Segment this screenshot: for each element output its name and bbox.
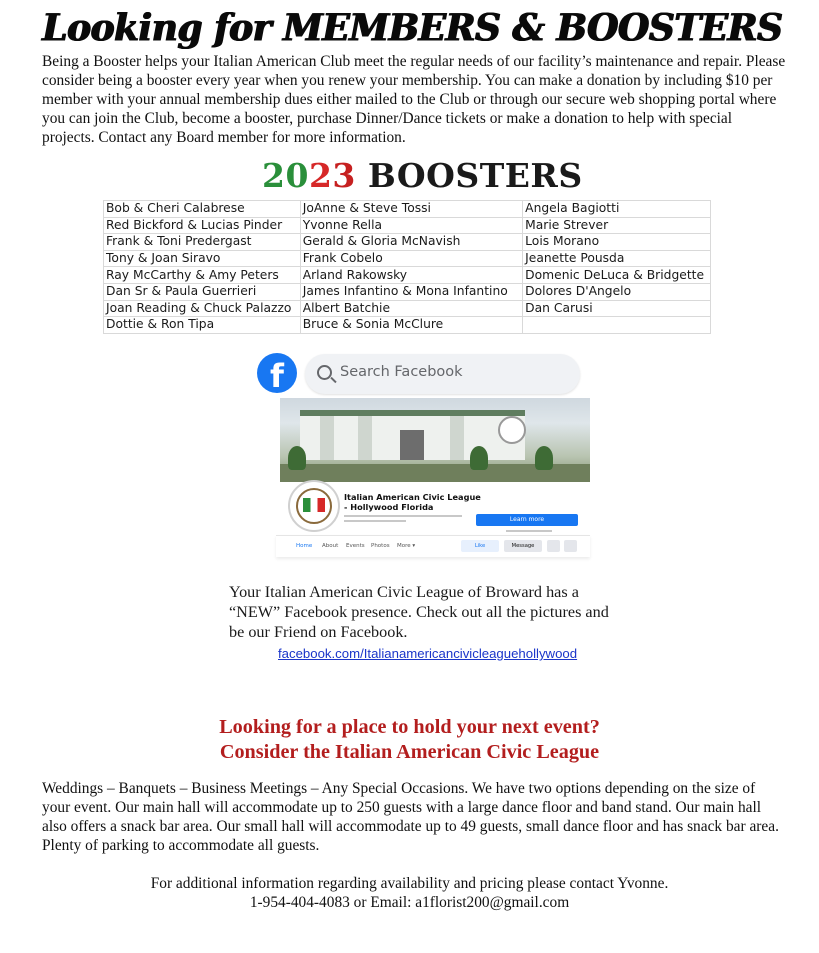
booster-row [104, 201, 711, 218]
boosters-title-word: BOOSTERS [367, 156, 583, 195]
booster-row [104, 250, 711, 267]
booster-name [523, 317, 711, 334]
fb-tab-events: Events [346, 543, 365, 549]
learn-more-button: Learn more [476, 514, 578, 526]
venue-title-line1: Looking for a place to hold your next event? [219, 716, 600, 738]
year-digit: 0 [285, 156, 309, 195]
club-seal-image [498, 416, 526, 444]
booster-name: Bob & Cheri Calabrese [104, 201, 301, 218]
facebook-caption: Your Italian American Civic League of Broward has a “NEW” Facebook presence. Check out all the pictures and be our Friend on Facebook. [229, 583, 609, 641]
fb-tab-home: Home [296, 543, 313, 549]
booster-row [104, 234, 711, 251]
booster-name: Frank & Toni Predergast [104, 234, 301, 251]
booster-name: Tony & Joan Siravo [104, 250, 301, 267]
search-icon [317, 365, 332, 380]
facebook-cover-photo [280, 398, 590, 482]
shrub [288, 446, 306, 470]
booster-name: Angela Bagiotti [523, 201, 711, 218]
fb-tab-photos: Photos [371, 543, 390, 549]
building-column [358, 416, 372, 460]
booster-name: Ray McCarthy & Amy Peters [104, 267, 301, 284]
booster-row [104, 283, 711, 300]
facebook-site-line [506, 528, 552, 532]
building-door [400, 430, 424, 460]
italian-flag-icon [303, 498, 325, 512]
booster-name: Jeanette Pousda [523, 250, 711, 267]
booster-name: Dottie & Ron Tipa [104, 317, 301, 334]
year-digit: 3 [332, 156, 356, 195]
booster-name: Red Bickford & Lucias Pinder [104, 217, 301, 234]
year-digit: 2 [308, 156, 333, 195]
facebook-link[interactable]: facebook.com/Italianamericancivicleaguehollywood [278, 646, 578, 661]
fb-like-button: Like [461, 540, 499, 552]
contact-info [0, 874, 819, 912]
facebook-search-placeholder: Search Facebook [340, 364, 463, 380]
venue-title [0, 715, 819, 765]
booster-row [104, 300, 711, 317]
booster-row [104, 317, 711, 334]
fb-tab-about: About [322, 543, 339, 549]
booster-name: Dolores D'Angelo [523, 283, 711, 300]
facebook-logo-icon: f [257, 353, 297, 393]
shrub [470, 446, 488, 470]
fb-more-options-icon [564, 540, 577, 552]
fb-search-page-icon [547, 540, 560, 552]
page-headline: Looking for MEMBERS & BOOSTERS [42, 6, 783, 51]
shrub [535, 446, 553, 470]
year-digit: 2 [262, 156, 286, 195]
booster-name: Frank Cobelo [300, 250, 522, 267]
intro-paragraph: Being a Booster helps your Italian American Club meet the regular needs of our facility’s maintenance and repair. Please consider being a booster every year when you renew your membership. You can make a donation by including $10 per member with your annual membership dues either mailed to the Club or through our secure web shopping portal where you can join the Club, become a booster, purchase Dinner/Dance tickets or make a donation to help with special projects. Contact any Board member for more information. [42, 53, 786, 146]
contact-line2: 1-954-404-4083 or Email: a1florist200@gmail.com [249, 894, 570, 911]
venue-description: Weddings – Banquets – Business Meetings – Any Special Occasions. We have two options depending on the size of your event. Our main hall will accommodate up to 250 guests with a large dance floor and band stand. Our main hall also offers a snack bar area. Our small hall will accommodate up to 49 guests, small dance floor and has snack bar area. Plenty of parking to accommodate all guests. [42, 780, 779, 854]
facebook-page-subtitle [344, 514, 474, 522]
booster-name: Dan Carusi [523, 300, 711, 317]
booster-name: Domenic DeLuca & Bridgette [523, 267, 711, 284]
booster-row [104, 267, 711, 284]
facebook-profile-picture [288, 480, 340, 532]
fb-tab-more: More ▾ [397, 543, 416, 549]
facebook-page-nav [276, 535, 590, 557]
boosters-title [262, 156, 602, 195]
fb-message-button: Message [504, 540, 542, 552]
booster-name: JoAnne & Steve Tossi [300, 201, 522, 218]
facebook-page-screenshot [250, 348, 590, 566]
building-column [450, 416, 464, 460]
booster-name: Joan Reading & Chuck Palazzo [104, 300, 301, 317]
facebook-page-name: Italian American Civic League - Hollywood Florida [344, 492, 481, 512]
booster-name: Lois Morano [523, 234, 711, 251]
facebook-top-bar [250, 348, 590, 398]
booster-name: Gerald & Gloria McNavish [300, 234, 522, 251]
venue-title-line2: Consider the Italian American Civic League [219, 741, 600, 763]
facebook-search-bar [305, 354, 580, 394]
booster-name: Marie Strever [523, 217, 711, 234]
booster-name: Yvonne Rella [300, 217, 522, 234]
booster-name: James Infantino & Mona Infantino [300, 283, 522, 300]
booster-name: Albert Batchie [300, 300, 522, 317]
building-column [320, 416, 334, 460]
boosters-table [103, 200, 711, 334]
booster-name: Bruce & Sonia McClure [300, 317, 522, 334]
contact-line1: For additional information regarding availability and pricing please contact Yvonne. [150, 875, 669, 892]
booster-row [104, 217, 711, 234]
booster-name: Arland Rakowsky [300, 267, 522, 284]
booster-name: Dan Sr & Paula Guerrieri [104, 283, 301, 300]
